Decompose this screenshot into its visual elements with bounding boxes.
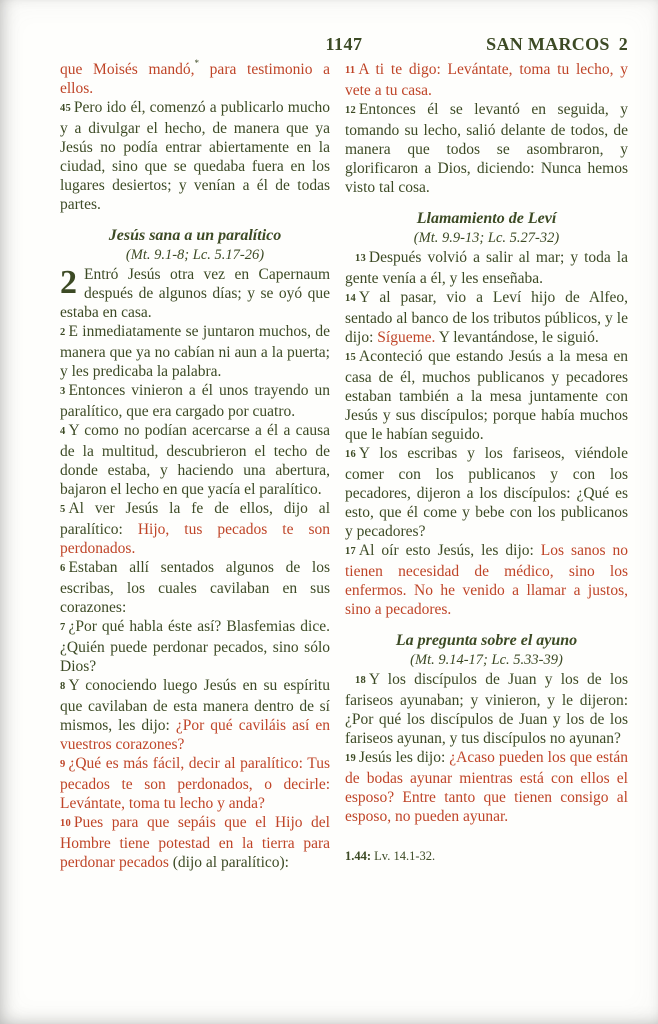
verse-number: 45 (60, 103, 71, 114)
verse-text: Y los discípulos de Juan y los de los fariseos ayunaban; y vinieron, y le dijeron: ¿Por qué los discípulos de Juan y los de los fariseos ayunan, y tus discípulos no ayunan? (345, 671, 628, 747)
verse-paragraph (345, 288, 628, 347)
verse-text: Al oír esto Jesús, les dijo: (358, 542, 541, 559)
verse-paragraph (60, 558, 330, 617)
parallel-passages-ref: (Mt. 9.1-8; Lc. 5.17-26) (125, 247, 265, 263)
footnote (345, 848, 628, 864)
verse-number: 18 (355, 675, 366, 686)
verse-paragraph (345, 60, 628, 100)
verse-number: 16 (345, 449, 356, 460)
verse-paragraph (60, 754, 330, 813)
words-of-jesus: Pues para que sepáis que el Hijo del Hombre tiene potestad en la tierra para perdonar pecados (60, 814, 330, 871)
verse-text: Estaban allí sentados algunos de los escribas, los cuales cavilaban en sus corazones: (60, 559, 330, 616)
section-heading: Llamamiento de Leví (416, 210, 557, 227)
verse-paragraph (60, 98, 330, 214)
text-columns (60, 57, 628, 872)
verse-number: 6 (60, 563, 66, 574)
verse-text: E inmediatamente se juntaron muchos, de manera que ya no cabían ni aun a la puerta; y les predicaba la palabra. (60, 323, 330, 380)
verse-text: Y conociendo luego Jesús en su espíritu que cavilaban de esta manera dentro de sí mismos, les dijo: (60, 677, 330, 734)
verse-paragraph (60, 322, 330, 381)
verse-paragraph (345, 347, 628, 444)
words-of-jesus: Hijo, tus pecados te son perdonados. (60, 521, 330, 557)
parallel-passages-ref: (Mt. 9.14-17; Lc. 5.33-39) (410, 652, 563, 668)
verse-text: Entonces vinieron a él unos trayendo un paralítico, que era cargado por cuatro. (60, 382, 330, 420)
words-of-jesus: Los sanos no tienen necesidad de médico, sino los enfermos. No he venido a llamar a justos, sino a pecadores. (345, 542, 628, 618)
verse-number: 4 (60, 426, 66, 437)
verse-text: Y levantándose, le siguió. (435, 329, 599, 346)
verse-paragraph (345, 670, 628, 748)
chapter-opening-paragraph (60, 265, 330, 322)
verse-paragraph (60, 381, 330, 421)
verse-text: Entró Jesús otra vez en Capernaum después de algunos días; y se oyó que estaba en casa. (60, 266, 330, 321)
words-of-jesus: ¿Por qué caviláis así en vuestros corazones? (60, 717, 330, 753)
verse-paragraph (60, 57, 330, 98)
verse-number: 11 (345, 65, 356, 76)
footnote-ref: 1.44: (345, 849, 372, 863)
verse-text: (dijo al paralítico): (172, 854, 289, 871)
footnote-marker: * (194, 57, 200, 68)
verse-paragraph (60, 617, 330, 676)
verse-paragraph (345, 100, 628, 197)
words-of-jesus: A ti te digo: Levántate, toma tu lecho, y vete a tu casa. (345, 61, 628, 99)
page-header (60, 33, 628, 55)
chapter-number: 2 (60, 264, 77, 301)
left-column (60, 57, 330, 872)
running-head (486, 33, 628, 55)
verse-number: 17 (345, 546, 356, 557)
verse-paragraph (60, 499, 330, 558)
verse-paragraph (60, 813, 330, 872)
verse-text: Jesús les dijo: (358, 749, 450, 766)
verse-number: 2 (60, 327, 66, 338)
verse-number: 19 (345, 753, 356, 764)
verse-paragraph (345, 248, 628, 288)
verse-number: 14 (345, 293, 356, 304)
verse-number: 7 (60, 622, 66, 633)
verse-text: Lv. 14.1-32. (371, 849, 436, 863)
verse-text: Entonces él se levantó en seguida, y tomando su lecho, salió delante de todos, de manera que todos se asombraron, y glorificaron a Dios, diciendo: Nunca hemos visto tal cosa. (345, 101, 628, 196)
verse-number: 3 (60, 386, 66, 397)
verse-number: 5 (60, 504, 66, 515)
verse-paragraph (60, 421, 330, 499)
verse-text: ¿Por qué habla éste así? Blasfemias dice. ¿Quién puede perdonar pecados, sino sólo Dios? (60, 618, 330, 675)
words-of-jesus: Sígueme. (377, 329, 436, 346)
verse-text: Después volvió a salir al mar; y toda la gente venía a él, y les enseñaba. (345, 249, 628, 287)
right-column (345, 60, 628, 872)
verse-text: Y los escribas y los fariseos, viéndole comer con los publicanos y con los pecadores, dijeron a los discípulos: ¿Qué es esto, que él come y bebe con los publicanos y pecadores? (345, 445, 628, 540)
verse-paragraph (60, 676, 330, 754)
verse-text: Y como no podían acercarse a él a causa de la multitud, descubrieron el techo de donde estaba, y haciendo una abertura, bajaron el lecho en que yacía el paralítico. (60, 422, 330, 498)
words-of-jesus: que Moisés mandó, (60, 61, 195, 78)
page-number: 1147 (325, 34, 363, 54)
verse-text: Al ver Jesús la fe de ellos, dijo al paralítico: (60, 500, 330, 538)
parallel-passages-ref: (Mt. 9.9-13; Lc. 5.27-32) (413, 230, 560, 246)
verse-text: Pero ido él, comenzó a publicarlo mucho y a divulgar el hecho, de manera que ya Jesús no podía entrar abiertamente en la ciudad, sino que se quedaba fuera en los lugares desiertos; y venían a él de todas partes. (60, 99, 330, 213)
words-of-jesus: ¿Acaso pueden los que están de bodas ayunar mientras está con ellos el esposo? Entre tanto que tienen consigo al esposo, no pueden ayunar. (345, 749, 628, 825)
section-heading: La pregunta sobre el ayuno (395, 632, 578, 649)
section-heading: Jesús sana a un paralítico (108, 227, 282, 244)
verse-number: 13 (355, 253, 366, 264)
verse-number: 8 (60, 681, 66, 692)
verse-paragraph (345, 444, 628, 541)
verse-number: 15 (345, 352, 356, 363)
verse-text: Y al pasar, vio a Leví hijo de Alfeo, sentado al banco de los tributos públicos, y le dijo: (345, 289, 628, 346)
verse-paragraph (345, 748, 628, 826)
book-name: SAN MARCOS (486, 34, 610, 54)
words-of-jesus: para testimonio a ellos. (60, 61, 330, 97)
verse-number: 12 (345, 105, 356, 116)
verse-number: 9 (60, 759, 66, 770)
verse-text: Aconteció que estando Jesús a la mesa en casa de él, muchos publicanos y pecadores estaban también a la mesa juntamente con Jesús y sus discípulos; porque había muchos que le habían seguido. (345, 348, 628, 443)
chapter-indicator: 2 (618, 34, 628, 54)
words-of-jesus: ¿Qué es más fácil, decir al paralítico: Tus pecados te son perdonados, o decirle: Levántate, toma tu lecho y anda? (60, 755, 330, 812)
verse-number: 10 (60, 818, 71, 829)
verse-paragraph (345, 541, 628, 619)
